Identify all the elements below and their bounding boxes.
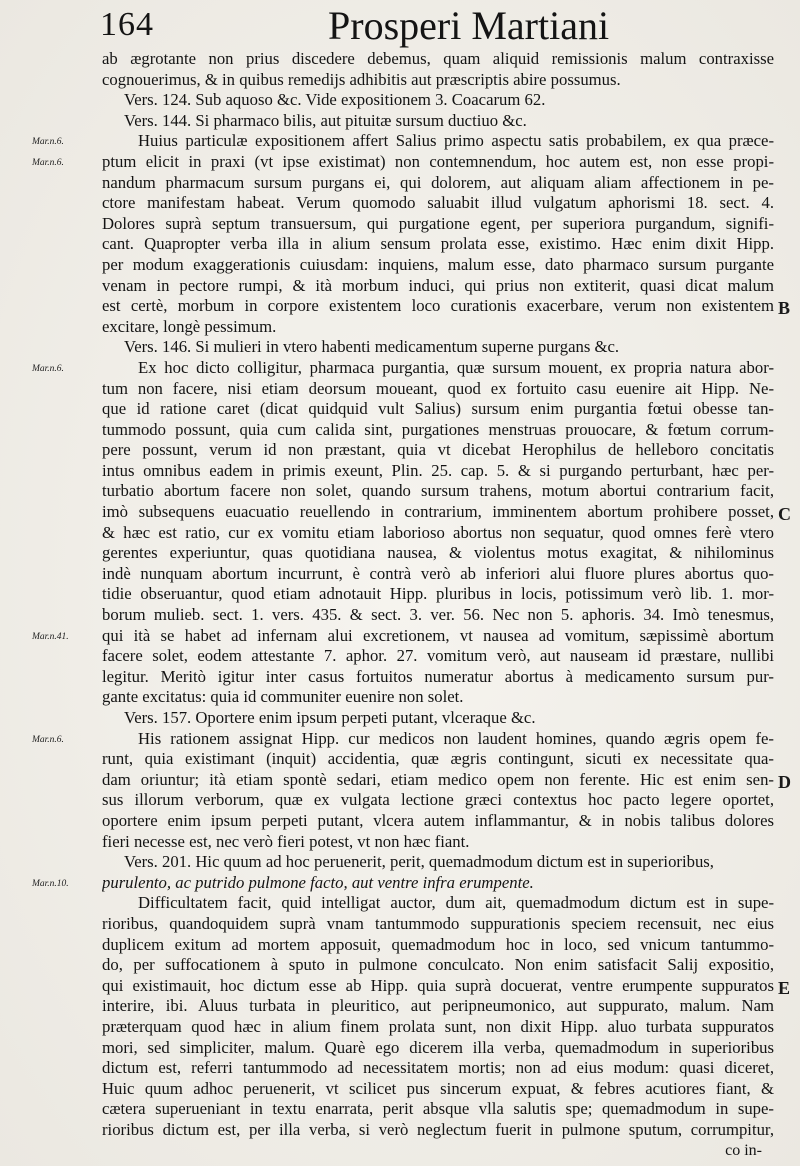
text-line: imò subsequens euacuatio reuellendo in contrarium, imminentem abortum prohibere posset, [102, 502, 774, 522]
text-line: duplicem exitum ad mortem apposuit, quemadmodum hoc in loco, sed vnicum tantummo- [102, 934, 774, 954]
text-line: cognouerimus, & in quibus remedijs adhibitis aut præscriptis abire possumus. [102, 69, 621, 89]
text-line: facere solet, eodem attestante 7. aphor. 27. vomitum verò, aut nauseam id præstare, nullibi [102, 646, 774, 666]
text-line: venam in pectore rumpi, & ità morbum induci, qui prius non extiterit, quasi dicat malum [102, 275, 774, 295]
text-line: Vers. 157. Oportere enim ipsum perpeti putant, vlceraque &c. [124, 708, 536, 727]
text-line: gante excitatus: quia id communiter euenire non solet. [102, 687, 464, 707]
text-line: est certè, morbum in corpore existentem loco curationis exacerbare, verum non existentem [102, 296, 774, 316]
text-line: Vers. 124. Sub aquoso &c. Vide expositionem 3. Coacarum 62. [124, 90, 546, 110]
text-line: sus illorum verborum, quæ ex vulgata lectione græci contextus hoc pacto legere oportet, [102, 790, 774, 810]
text-line: Dolores suprà septum transuersum, qui purgatione egent, per superiora purgandum, signifi- [102, 213, 774, 233]
text-line: excitare, longè pessimum. [102, 316, 277, 336]
text-line: dictum est, referri tantummodo ad necessitatem mortis; non ad eius modum: quasi diceret, [102, 1058, 774, 1078]
page-number: 164 [100, 6, 154, 43]
section-letter: D [778, 772, 791, 792]
text-line: fieri necesse est, nec verò fieri potest, vt non hæc fiant. [102, 831, 470, 851]
margin-note: Mar.n.10. [32, 879, 69, 889]
text-line: indè nunquam abortum incurrunt, è contrà verò ab inferiori alui fluore plures abortus quo- [102, 563, 774, 583]
text-line: per modum exaggerationis cuiusdam: inquiens, malum esse, dato pharmaco sursum purgante [102, 254, 774, 274]
text-line: qui ità se habet ad infernam alui excretionem, vt nausea ad vomitum, sæpissimè abortum [102, 625, 774, 645]
page-header [0, 0, 800, 50]
catchword: co in- [725, 1142, 762, 1159]
text-line: tummodo possunt, quia cum calida sint, purgationes menstruas prouocare, & fœtum corrum- [102, 419, 774, 439]
text-body [102, 49, 774, 1140]
text-line: nandum pharmacum sursum purgans ei, qui dolorem, aut aliquam aliam affectionem in pe- [102, 172, 774, 192]
text-line: cant. Quapropter verba illa in alium sensum prolata esse, existimo. Hæc enim dixit Hipp. [102, 234, 774, 254]
text-line: do, per suffocationem à sputo in pulmone conculcato. Non enim satisfacit Salij expositio, [102, 955, 774, 975]
text-line: Huic quum adhoc peruenerit, vt scilicet pus sincerum expuat, & febres acutiores fiant, & [102, 1078, 774, 1098]
text-line: cætera superueniant in textu enarrata, perit absque vlla salutis spe; quemadmodum in supe- [102, 1099, 774, 1119]
text-line: pere possunt, verum id non præstant, quia vt dicebat Herophilus de helleboro concitatis [102, 440, 774, 460]
margin-note: Mar.n.41. [32, 631, 69, 642]
text-line: dam oriuntur; ità etiam spontè sedari, etiam medico opem non ferente. Hic est enim sen- [102, 769, 774, 789]
text-line: intus omnibus eadem in primis exeunt, Plin. 25. cap. 5. & si purgando perturbant, hæc per- [102, 460, 774, 480]
text-line: legitur. Meritò igitur inter casus fortuitos numeratur abortus à medicamento sursum pur- [102, 666, 774, 686]
text-line: Huius particulæ expositionem affert Salius primo aspectu satis probabilem, ex qua præce- [138, 131, 774, 151]
section-letter: B [778, 298, 791, 319]
margin-note: Mar.n.6. [32, 158, 64, 168]
text-line: & hæc est ratio, cur ex vomitu etiam laborioso abortus non sequatur, quod omnes ferè vtero [102, 522, 774, 542]
text-line: ptum elicit in praxi (vt ipse existimat) non contemnendum, hoc autem est, non esse propi- [102, 151, 774, 171]
text-line: ctore manifestam habeat. Verum quomodo saluabit illud vulgatum aphorismi 18. sect. 4. [102, 193, 774, 213]
text-line: gerentes experiuntur, quas quotidiana nausea, & violentus motus exagitat, & nihilominus [102, 543, 774, 563]
text-line: rioribus, quandoquidem suprà vnam tantummodo suppurationis speciem recensuit, nec eius [102, 913, 774, 933]
text-line: ab ægrotante non prius discedere debemus, quam aliquid remissionis malum contraxisse [102, 49, 774, 68]
text-line: His rationem assignat Hipp. cur medicos non laudent homines, quando ægris opem fe- [138, 728, 774, 748]
text-line: borum mulieb. sect. 1. vers. 435. & sect. 3. ver. 56. Nec non 5. aphoris. 34. Imò tenesmus, [102, 605, 774, 625]
text-line: rioribus dictum est, per illa verba, si verò neglectum fuerit in pulmone sputum, corrumpitur, [102, 1119, 774, 1139]
text-line: Difficultatem facit, quid intelligat auctor, dum ait, quemadmodum dictum est in supe- [138, 893, 774, 913]
text-line: runt, quia existimant (inquit) accidentia, quæ ægris contingunt, sicuti ex necessitate qua- [102, 749, 774, 769]
text-line: qui existimauit, hoc dictum esse ab Hipp. quia suprà docuerat, ventre erumpente suppuratos [102, 975, 774, 995]
margin-note: Mar.n.6. [32, 734, 64, 745]
text-line: Vers. 144. Si pharmaco bilis, aut pituitæ sursum ductiuo &c. [124, 110, 527, 130]
text-line: præterquam quod hæc in alium finem prolata sunt, non dixit Hipp. aluo turbata suppuratos [102, 1016, 774, 1036]
section-letter: E [778, 978, 791, 998]
text-line: turbatio abortum facere non solet, quando sursum trahens, motum abortui contrarium facit, [102, 481, 774, 501]
text-line: mori, sed simpliciter, malum. Quarè ego dicerem illa verba, quemadmodum in superioribus [102, 1037, 774, 1057]
text-line: Vers. 146. Si mulieri in vtero habenti medicamentum superne purgans &c. [124, 337, 620, 357]
text-line: purulento, ac putrido pulmone facto, aut ventre infra erumpente. [102, 872, 534, 892]
text-line: interire, ibi. Aluus turbata in pleuritico, aut peripneumonico, aut suppurato, malum. Nam [102, 996, 774, 1016]
text-line: oportere enim ipsum perpeti putant, vlcera autem inflammantur, & in nobis talibus dolores [102, 810, 774, 830]
text-line: tum non facere, nisi etiam deorsum moueant, quod ex fortuito casu euenire ait Hipp. Ne- [102, 378, 774, 398]
text-line: Ex hoc dicto colligitur, pharmaca purgantia, quæ sursum mouent, ex propria natura abor- [138, 357, 774, 377]
text-line: que id ratione caret (dicat quidquid vult Salius) sursum enim purgantia fœtui obesse tan- [102, 399, 774, 419]
running-head: Prosperi Martiani [328, 3, 610, 48]
text-line: tidie obseruantur, quod etiam adnotauit Hipp. pluribus in locis, potissimum verò lib. 1. mor- [102, 584, 774, 604]
margin-note: Mar.n.6. [32, 137, 64, 148]
text-line: Vers. 201. Hic quum ad hoc peruenerit, perit, quemadmodum dictum est in superioribus, [124, 852, 714, 872]
margin-note: Mar.n.6. [32, 364, 64, 374]
section-letter: C [778, 504, 791, 525]
